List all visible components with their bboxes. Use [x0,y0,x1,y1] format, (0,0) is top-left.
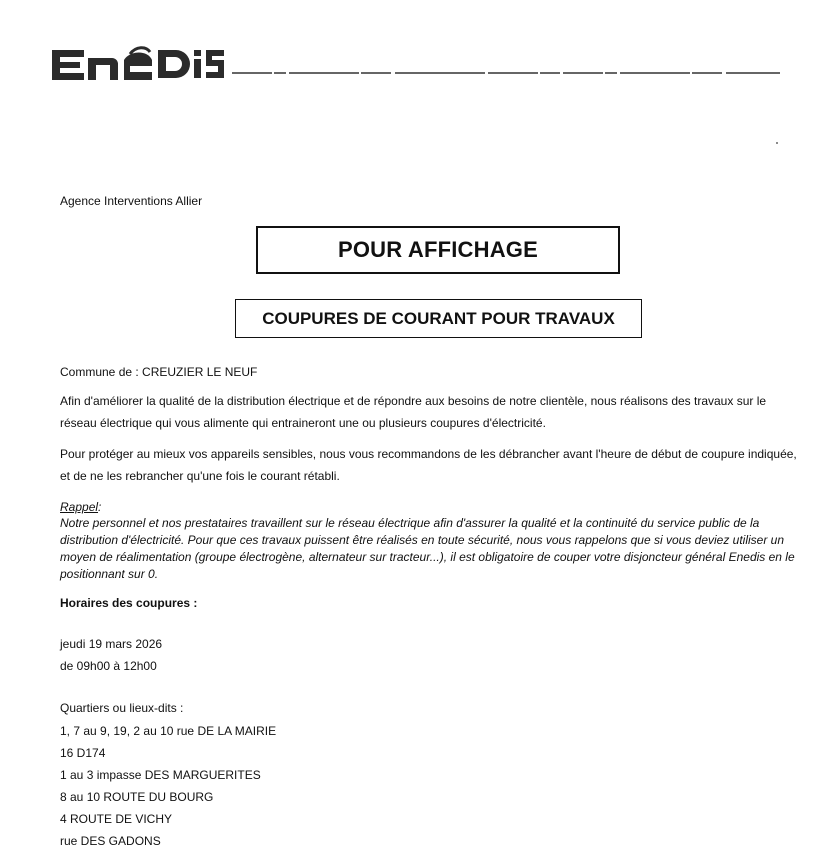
commune-line: Commune de : CREUZIER LE NEUF [60,365,258,379]
area-item: 16 D174 [60,746,106,760]
areas-heading: Quartiers ou lieux-dits : [60,701,184,715]
scan-speck [776,142,778,144]
page-title [256,226,620,274]
schedule-heading: Horaires des coupures : [60,596,198,610]
outage-time: de 09h00 à 12h00 [60,659,157,673]
intro-paragraph: Afin d'améliorer la qualité de la distribution électrique et de répondre aux besoins de notre clientèle, nous réalisons des travaux sur le réseau électrique qui vous alimente qui entraineront une ou plusieurs coupures d'électricité. [60,394,767,430]
reminder-label-suffix: : [98,500,102,514]
header-rule [232,70,780,76]
page-title-text: POUR AFFICHAGE [338,237,538,262]
reminder-label [60,500,101,514]
agency-name: Agence Interventions Allier [60,194,203,208]
reminder-text: Notre personnel et nos prestataires travaillent sur le réseau électrique afin d'assurer la qualité et la continuité du service public de la distribution d'électricité. Pour que ces travaux puissent être réalisés en toute sécurité, nous vous rappelons que si vous deviez utiliser un moyen de réalimentation (groupe électrogène, alternateur sur tracteur...), il est obligatoire de couper votre disjoncteur général Enedis en le positionnant sur 0. [60,516,795,581]
area-item: 4 ROUTE DE VICHY [60,812,173,826]
advice-paragraph: Pour protéger au mieux vos appareils sensibles, nous vous recommandons de les débrancher avant l'heure de début de coupure indiquée, et de ne les rebrancher qu'une fois le courant rétabli. [60,447,797,483]
page-subtitle [235,299,642,338]
area-item: 1, 7 au 9, 19, 2 au 10 rue DE LA MAIRIE [60,724,277,738]
enedis-logo [50,40,226,84]
reminder-label-text: Rappel [60,500,99,514]
area-item: 1 au 3 impasse DES MARGUERITES [60,768,261,782]
outage-date: jeudi 19 mars 2026 [60,637,163,651]
area-item: 8 au 10 ROUTE DU BOURG [60,790,214,804]
page-subtitle-text: COUPURES DE COURANT POUR TRAVAUX [262,308,615,328]
area-item: rue DES GADONS [60,834,161,848]
areas-list [60,720,276,852]
